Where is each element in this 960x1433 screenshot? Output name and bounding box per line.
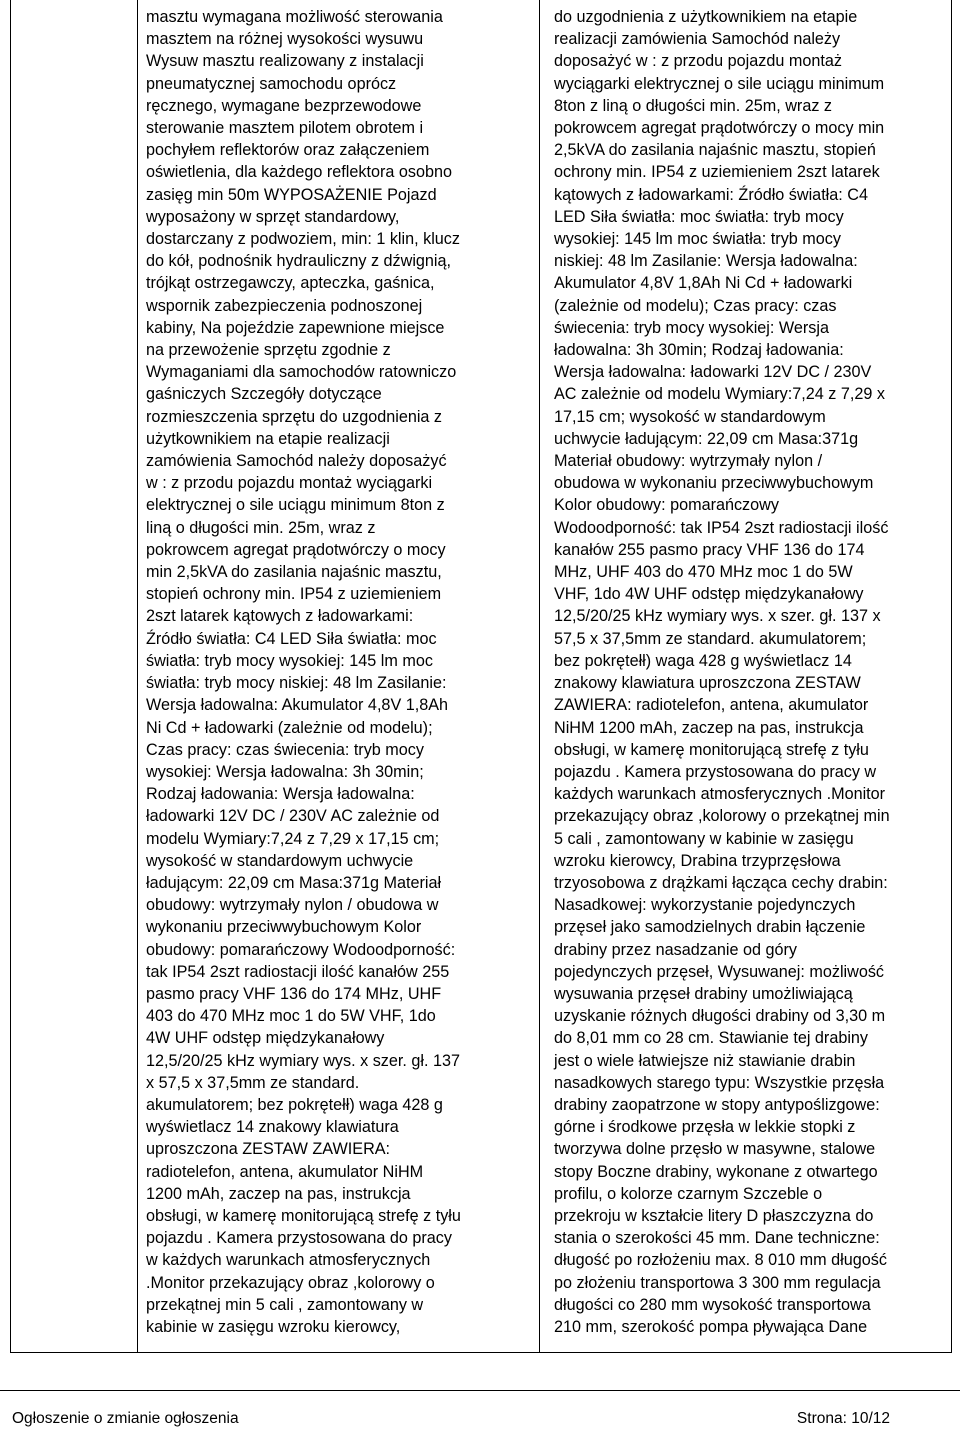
table-column-offer: [540, 0, 951, 1352]
requirements-text: masztu wymagana możliwość sterowania masztem na różnej wysokości wysuwu Wysuw masztu realizowany z instalacji pneumatycznej samochodu oprócz ręcznego, wymagane bezprzewodowe sterowanie masztem pilotem obrotem i pochyłem reflektorów oraz załączeniem oświetlenia, dla każdego reflektora osobno zasięg min 50m WYPOSAŻENIE Pojazd wyposażony w sprzęt standardowy, dostarczany z podwoziem, min: 1 klin, klucz do kół, podnośnik hydrauliczny z dźwignią, trójkąt ostrzegawczy, apteczka, gaśnica, wspornik zabezpieczenia podnoszonej kabiny, Na pojeździe zapewnione miejsce na przewożenie sprzętu zgodnie z Wymaganiami dla samochodów ratowniczo gaśniczych Szczegóły dotyczące rozmieszczenia sprzętu do uzgodnienia z użytkownikiem na etapie realizacji zamówienia Samochód należy doposażyć w : z przodu pojazdu montaż wyciągarki elektrycznej o sile uciągu minimum 8ton z liną o długości min. 25m, wraz z pokrowcem agregat prądotwórczy o mocy min 2,5kVA do zasilania najaśnic masztu, stopień ochrony min. IP54 z uziemieniem 2szt latarek kątowych z ładowarkami: Źródło światła: C4 LED Siła światła: moc światła: tryb mocy wysokiej: 145 lm moc światła: tryb mocy niskiej: 48 lm Zasilanie: Wersja ładowalna: Akumulator 4,8V 1,8Ah Ni Cd + ładowarki (zależnie od modelu); Czas pracy: czas świecenia: tryb mocy wysokiej: Wersja ładowalna: 3h 30min; Rodzaj ładowania: Wersja ładowalna: ładowarki 12V DC / 230V AC zależnie od modelu Wymiary:7,24 z 7,29 x 17,15 cm; wysokość w standardowym uchwycie ładującym: 22,09 cm Masa:371g Materiał obudowy: wytrzymały nylon / obudowa w wykonaniu przeciwwybuchowym Kolor obudowy: pomarańczowy Wodoodporność: tak IP54 2szt radiostacji ilość kanałów 255 pasmo pracy VHF 136 do 174 MHz, UHF 403 do 470 MHz moc 1 do 5W VHF, 1do 4W UHF odstęp międzykanałowy 12,5/20/25 kHz wymiary wys. x szer. gł. 137 x 57,5 x 37,5mm ze standard. akumulatorem; bez pokrętełł) waga 428 g wyświetlacz 14 znakowy klawiatura uproszczona ZESTAW ZAWIERA: radiotelefon, antena, akumulator NiHM 1200 mAh, zaczep na pas, instrukcja obsługi, w kamerę monitorującą strefę z tyłu pojazdu . Kamera przystosowana do pracy w każdych warunkach atmosferycznych .Monitor przekazujący obraz ,kolorowy o przekątnej min 5 cali , zamontowany w kabinie w zasięgu wzroku kierowcy,: [146, 8, 461, 1336]
page-number: Strona: 10/12: [796, 1410, 890, 1427]
footer-divider: [0, 1390, 960, 1391]
table-column-requirements: [138, 0, 540, 1352]
offer-text: do uzgodnienia z użytkownikiem na etapie realizacji zamówienia Samochód należy doposażyć w : z przodu pojazdu montaż wyciągarki elektrycznej o sile uciągu minimum 8ton z liną o długości min. 25m, wraz z pokrowcem agregat prądotwórczy o mocy min 2,5kVA do zasilania najaśnic masztu, stopień ochrony min. IP54 z uziemieniem 2szt latarek kątowych z ładowarkami: Źródło światła: C4 LED Siła światła: moc światła: tryb mocy wysokiej: 145 lm moc światła: tryb mocy niskiej: 48 lm Zasilanie: Wersja ładowalna: Akumulator 4,8V 1,8Ah Ni Cd + ładowarki (zależnie od modelu); Czas pracy: czas świecenia: tryb mocy wysokiej: Wersja ładowalna: 3h 30min; Rodzaj ładowania: Wersja ładowalna: ładowarki 12V DC / 230V AC zależnie od modelu Wymiary:7,24 z 7,29 x 17,15 cm; wysokość w standardowym uchwycie ładującym: 22,09 cm Masa:371g Materiał obudowy: wytrzymały nylon / obudowa w wykonaniu przeciwwybuchowym Kolor obudowy: pomarańczowy Wodoodporność: tak IP54 2szt radiostacji ilość kanałów 255 pasmo pracy VHF 136 do 174 MHz, UHF 403 do 470 MHz moc 1 do 5W VHF, 1do 4W UHF odstęp międzykanałowy 12,5/20/25 kHz wymiary wys. x szer. gł. 137 x 57,5 x 37,5mm ze standard. akumulatorem; bez pokrętełł) waga 428 g wyświetlacz 14 znakowy klawiatura uproszczona ZESTAW ZAWIERA: radiotelefon, antena, akumulator NiHM 1200 mAh, zaczep na pas, instrukcja obsługi, w kamerę monitorującą strefę z tyłu pojazdu . Kamera przystosowana do pracy w każdych warunkach atmosferycznych .Monitor przekazujący obraz ,kolorowy o przekątnej min 5 cali , zamontowany w kabinie w zasięgu wzroku kierowcy, Drabina trzyprzęsłowa trzyosobowa z drążkami łącząca cechy drabin: Nasadkowej: wykorzystanie pojedynczych przęseł jako samodzielnych drabin łączenie drabiny przez nasadzanie od góry pojedynczych przęseł, Wysuwanej: możliwość wysuwania przęseł drabiny umożliwiającą uzyskanie różnych długości drabiny od 3,30 m do 8,01 mm co 28 cm. Stawianie tej drabiny jest o wiele łatwiejsze niż stawianie drabin nasadkowych starego typu: Wszystkie przęsła drabiny zaopatrzone w stopy antypoślizgowe: górne i środkowe przęsła w lekkie stopki z tworzywa dolne przęsło w masywne, stalowe stopy Boczne drabiny, wykonane z otwartego profilu, o kolorze czarnym Szczeble o przekroju w kształcie litery D płaszczyzna do stania o szerokości 45 mm. Dane techniczne: długość po rozłożeniu max. 8 010 mm długość po złożeniu transportowa 3 300 mm regulacja długości co 280 mm wysokość transportowa 210 mm, szerokość pompa pływająca Dane: [554, 8, 890, 1336]
table-column-empty: [11, 0, 138, 1352]
spec-table: [10, 0, 952, 1353]
footer-title: Ogłoszenie o zmianie ogłoszenia: [12, 1410, 239, 1427]
